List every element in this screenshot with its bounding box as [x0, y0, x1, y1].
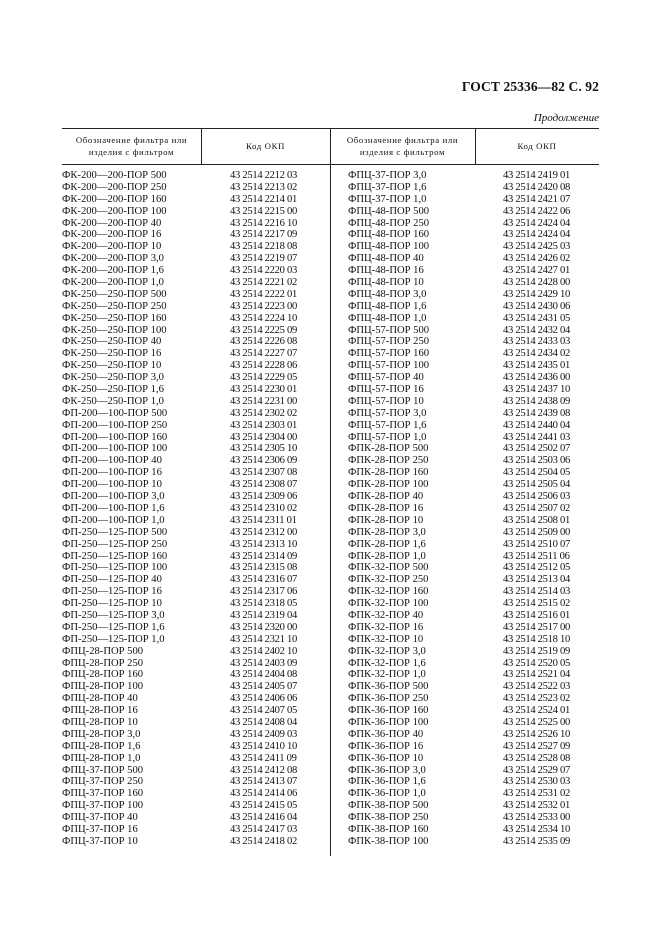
- filter-designation: ФПЦ-48-ПОР 100: [348, 241, 430, 253]
- okp-code: 43 2514 2523 02: [503, 693, 571, 705]
- okp-code: 43 2514 2416 04: [230, 812, 298, 824]
- okp-code: 43 2514 2227 07: [230, 348, 298, 360]
- filter-designation: ФПЦ-48-ПОР 500: [348, 205, 430, 217]
- filter-designation: ФП-200—100-ПОР 500: [62, 407, 168, 419]
- okp-code: 43 2514 2509 00: [503, 526, 571, 538]
- okp-code: 43 2514 2410 10: [230, 740, 298, 752]
- filter-designation: ФПК-38-ПОР 160: [348, 823, 429, 835]
- okp-code: 43 2514 2510 07: [503, 538, 571, 550]
- filter-designation: ФПЦ-37-ПОР 1,6: [348, 181, 427, 193]
- filter-designation: ФК-200—200-ПОР 40: [62, 217, 162, 229]
- filter-designation: ФПК-36-ПОР 250: [348, 693, 429, 705]
- okp-code: 43 2514 2432 04: [503, 324, 571, 336]
- filter-designation: ФПЦ-28-ПОР 160: [62, 669, 144, 681]
- filter-designation: ФП-200—100-ПОР 40: [62, 455, 162, 467]
- filter-designation: ФПЦ-37-ПОР 16: [62, 823, 138, 835]
- filter-designation: ФПЦ-28-ПОР 40: [62, 693, 138, 705]
- okp-code: 43 2514 2503 06: [503, 455, 571, 467]
- left-designation-column: [62, 170, 201, 848]
- okp-code: 43 2514 2433 03: [503, 336, 571, 348]
- header-code-left: Код ОКП: [245, 141, 286, 151]
- filter-designation: ФПК-28-ПОР 1,0: [348, 550, 426, 562]
- okp-code: 43 2514 2521 04: [503, 669, 571, 681]
- okp-code: 43 2514 2531 02: [503, 788, 571, 800]
- okp-code: 43 2514 2403 09: [230, 657, 298, 669]
- okp-code: 43 2514 2421 07: [503, 193, 571, 205]
- filter-designation: ФП-250—125-ПОР 10: [62, 598, 162, 610]
- header-designation-right: Обозначение фильтра или изделия с фильтром: [346, 135, 459, 157]
- filter-designation: ФП-250—125-ПОР 40: [62, 574, 162, 586]
- okp-code: 43 2514 2223 00: [230, 300, 298, 312]
- filter-designation: ФПК-32-ПОР 3,0: [348, 645, 426, 657]
- filter-designation: ФП-200—100-ПОР 10: [62, 479, 162, 491]
- filter-designation: ФПК-28-ПОР 10: [348, 514, 424, 526]
- okp-code: 43 2514 2522 03: [503, 681, 571, 693]
- filter-designation: ФПК-36-ПОР 16: [348, 740, 424, 752]
- filter-designation: ФК-250—250-ПОР 3,0: [62, 372, 164, 384]
- okp-code: 43 2514 2415 05: [230, 800, 298, 812]
- okp-code: 43 2514 2512 05: [503, 562, 571, 574]
- okp-code: 43 2514 2436 00: [503, 372, 571, 384]
- filter-designation: ФПК-32-ПОР 250: [348, 574, 429, 586]
- filter-designation: ФПК-28-ПОР 100: [348, 479, 429, 491]
- okp-code: 43 2514 2431 05: [503, 312, 571, 324]
- okp-code: 43 2514 2218 08: [230, 241, 298, 253]
- filter-designation: ФПЦ-48-ПОР 160: [348, 229, 430, 241]
- filter-designation: ФП-200—100-ПОР 100: [62, 443, 168, 455]
- okp-code: 43 2514 2422 06: [503, 205, 571, 217]
- okp-code: 43 2514 2318 05: [230, 598, 298, 610]
- filter-designation: ФПК-32-ПОР 160: [348, 586, 429, 598]
- filter-designation: ФПК-36-ПОР 1,0: [348, 788, 426, 800]
- filter-designation: ФК-200—200-ПОР 100: [62, 205, 167, 217]
- filter-designation: ФК-250—250-ПОР 100: [62, 324, 167, 336]
- filter-designation: ФК-250—250-ПОР 10: [62, 360, 162, 372]
- okp-code: 43 2514 2313 10: [230, 538, 298, 550]
- okp-code: 43 2514 2306 09: [230, 455, 298, 467]
- okp-code: 43 2514 2226 08: [230, 336, 298, 348]
- okp-code: 43 2514 2435 01: [503, 360, 571, 372]
- okp-code: 43 2514 2404 08: [230, 669, 298, 681]
- filter-designation: ФПК-38-ПОР 100: [348, 835, 429, 847]
- okp-code: 43 2514 2511 06: [503, 550, 570, 562]
- filter-designation: ФПК-38-ПОР 250: [348, 812, 429, 824]
- filter-designation: ФПЦ-57-ПОР 160: [348, 348, 430, 360]
- filter-designation: ФПЦ-37-ПОР 40: [62, 812, 138, 824]
- okp-code: 43 2514 2526 10: [503, 728, 571, 740]
- okp-code: 43 2514 2417 03: [230, 823, 298, 835]
- column-group-divider: [330, 128, 331, 856]
- filter-designation: ФПК-28-ПОР 1,6: [348, 538, 426, 550]
- filter-designation: ФПК-28-ПОР 16: [348, 502, 424, 514]
- okp-code: 43 2514 2504 05: [503, 467, 571, 479]
- filter-designation: ФК-200—200-ПОР 3,0: [62, 253, 164, 265]
- filter-designation: ФП-250—125-ПОР 500: [62, 526, 168, 538]
- filter-designation: ФПЦ-57-ПОР 16: [348, 384, 424, 396]
- okp-code: 43 2514 2434 02: [503, 348, 571, 360]
- okp-code: 43 2514 2532 01: [503, 800, 571, 812]
- filter-designation: ФПЦ-37-ПОР 1,0: [348, 193, 427, 205]
- filter-designation: ФПЦ-37-ПОР 100: [62, 800, 144, 812]
- okp-code: 43 2514 2516 01: [503, 609, 571, 621]
- left-code-column: [230, 170, 330, 848]
- okp-code: 43 2514 2405 07: [230, 681, 298, 693]
- okp-code: 43 2514 2305 10: [230, 443, 298, 455]
- filter-designation: ФПК-32-ПОР 40: [348, 609, 424, 621]
- page-header: ГОСТ 25336—82 С. 92: [461, 79, 599, 94]
- okp-code: 43 2514 2312 00: [230, 526, 298, 538]
- okp-code: 43 2514 2213 02: [230, 181, 298, 193]
- okp-code: 43 2514 2214 01: [230, 193, 298, 205]
- filter-designation: ФП-200—100-ПОР 3,0: [62, 491, 165, 503]
- okp-code: 43 2514 2524 01: [503, 705, 571, 717]
- filter-designation: ФПК-36-ПОР 3,0: [348, 764, 426, 776]
- okp-code: 43 2514 2430 06: [503, 300, 571, 312]
- filter-designation: ФПК-28-ПОР 40: [348, 491, 424, 503]
- filter-designation: ФПК-32-ПОР 1,6: [348, 657, 426, 669]
- okp-code: 43 2514 2224 10: [230, 312, 298, 324]
- okp-code: 43 2514 2425 03: [503, 241, 571, 253]
- okp-code: 43 2514 2518 10: [503, 633, 571, 645]
- filter-designation: ФК-200—200-ПОР 1,0: [62, 277, 164, 289]
- okp-code: 43 2514 2517 00: [503, 621, 571, 633]
- filter-designation: ФПЦ-57-ПОР 1,0: [348, 431, 427, 443]
- filter-designation: ФП-250—125-ПОР 3,0: [62, 609, 165, 621]
- filter-designation: ФПЦ-48-ПОР 16: [348, 265, 424, 277]
- okp-code: 43 2514 2309 06: [230, 491, 298, 503]
- filter-designation: ФП-200—100-ПОР 1,0: [62, 514, 165, 526]
- okp-code: 43 2514 2221 02: [230, 277, 298, 289]
- filter-designation: ФК-250—250-ПОР 40: [62, 336, 162, 348]
- okp-code: 43 2514 2317 06: [230, 586, 298, 598]
- okp-code: 43 2514 2314 09: [230, 550, 298, 562]
- okp-code: 43 2514 2426 02: [503, 253, 571, 265]
- okp-code: 43 2514 2402 10: [230, 645, 298, 657]
- okp-code: 43 2514 2311 01: [230, 514, 297, 526]
- filter-designation: ФК-250—250-ПОР 1,6: [62, 384, 164, 396]
- okp-code: 43 2514 2519 09: [503, 645, 571, 657]
- okp-code: 43 2514 2412 08: [230, 764, 298, 776]
- filter-designation: ФПК-28-ПОР 500: [348, 443, 429, 455]
- okp-code: 43 2514 2502 07: [503, 443, 571, 455]
- filter-designation: ФПК-32-ПОР 16: [348, 621, 424, 633]
- filter-designation: ФПЦ-57-ПОР 1,6: [348, 419, 427, 431]
- filter-designation: ФПЦ-48-ПОР 1,6: [348, 300, 427, 312]
- okp-code: 43 2514 2429 10: [503, 288, 571, 300]
- filter-designation: ФПК-32-ПОР 500: [348, 562, 429, 574]
- okp-code: 43 2514 2527 09: [503, 740, 571, 752]
- okp-code: 43 2514 2411 09: [230, 752, 297, 764]
- filter-designation: ФПЦ-28-ПОР 500: [62, 645, 144, 657]
- filter-designation: ФК-200—200-ПОР 250: [62, 181, 167, 193]
- filter-designation: ФП-200—100-ПОР 160: [62, 431, 168, 443]
- filter-designation: ФПК-32-ПОР 100: [348, 598, 429, 610]
- filter-designation: ФПЦ-37-ПОР 3,0: [348, 170, 427, 181]
- filter-designation: ФПК-28-ПОР 250: [348, 455, 429, 467]
- okp-code: 43 2514 2439 08: [503, 407, 571, 419]
- okp-code: 43 2514 2520 05: [503, 657, 571, 669]
- okp-code: 43 2514 2530 03: [503, 776, 571, 788]
- right-designation-column: [348, 170, 475, 848]
- filter-designation: ФП-250—125-ПОР 1,0: [62, 633, 165, 645]
- okp-code: 43 2514 2515 02: [503, 598, 571, 610]
- filter-designation: ФПЦ-37-ПОР 250: [62, 776, 144, 788]
- filter-designation: ФПЦ-28-ПОР 10: [62, 716, 138, 728]
- filter-designation: ФПЦ-48-ПОР 40: [348, 253, 424, 265]
- filter-designation: ФПК-32-ПОР 10: [348, 633, 424, 645]
- filter-designation: ФПК-36-ПОР 1,6: [348, 776, 426, 788]
- filter-designation: ФПЦ-57-ПОР 250: [348, 336, 430, 348]
- okp-code: 43 2514 2216 10: [230, 217, 298, 229]
- okp-code: 43 2514 2321 10: [230, 633, 298, 645]
- okp-code: 43 2514 2428 00: [503, 277, 571, 289]
- okp-code: 43 2514 2513 04: [503, 574, 571, 586]
- okp-code: 43 2514 2310 02: [230, 502, 298, 514]
- okp-code: 43 2514 2215 00: [230, 205, 298, 217]
- filter-designation: ФПК-28-ПОР 3,0: [348, 526, 426, 538]
- filter-designation: ФК-200—200-ПОР 10: [62, 241, 162, 253]
- filter-designation: ФПК-36-ПОР 10: [348, 752, 424, 764]
- okp-code: 43 2514 2320 00: [230, 621, 298, 633]
- filter-designation: ФПЦ-28-ПОР 250: [62, 657, 144, 669]
- filter-designation: ФК-200—200-ПОР 160: [62, 193, 167, 205]
- okp-code: 43 2514 2424 04: [503, 217, 571, 229]
- okp-code: 43 2514 2529 07: [503, 764, 571, 776]
- okp-code: 43 2514 2535 09: [503, 835, 571, 847]
- okp-code: 43 2514 2408 04: [230, 716, 298, 728]
- okp-code: 43 2514 2222 01: [230, 288, 298, 300]
- filter-designation: ФПЦ-48-ПОР 3,0: [348, 288, 427, 300]
- filter-designation: ФП-200—100-ПОР 1,6: [62, 502, 165, 514]
- filter-code-table: [62, 128, 599, 856]
- okp-code: 43 2514 2508 01: [503, 514, 571, 526]
- okp-code: 43 2514 2319 04: [230, 609, 298, 621]
- filter-designation: ФПЦ-57-ПОР 100: [348, 360, 430, 372]
- okp-code: 43 2514 2506 03: [503, 491, 571, 503]
- okp-code: 43 2514 2438 09: [503, 395, 571, 407]
- filter-designation: ФПК-36-ПОР 160: [348, 705, 429, 717]
- okp-code: 43 2514 2229 05: [230, 372, 298, 384]
- filter-designation: ФПЦ-48-ПОР 10: [348, 277, 424, 289]
- okp-code: 43 2514 2534 10: [503, 823, 571, 835]
- filter-designation: ФПК-36-ПОР 100: [348, 716, 429, 728]
- filter-designation: ФПК-36-ПОР 40: [348, 728, 424, 740]
- filter-designation: ФПЦ-37-ПОР 160: [62, 788, 144, 800]
- filter-designation: ФПК-38-ПОР 500: [348, 800, 429, 812]
- okp-code: 43 2514 2525 00: [503, 716, 571, 728]
- filter-designation: ФПЦ-28-ПОР 16: [62, 705, 138, 717]
- filter-designation: ФПЦ-57-ПОР 500: [348, 324, 430, 336]
- filter-designation: ФК-200—200-ПОР 500: [62, 170, 167, 181]
- filter-designation: ФПК-28-ПОР 160: [348, 467, 429, 479]
- filter-designation: ФПЦ-28-ПОР 1,0: [62, 752, 141, 764]
- okp-code: 43 2514 2427 01: [503, 265, 571, 277]
- filter-designation: ФК-200—200-ПОР 1,6: [62, 265, 164, 277]
- okp-code: 43 2514 2219 07: [230, 253, 298, 265]
- filter-designation: ФК-250—250-ПОР 250: [62, 300, 167, 312]
- okp-code: 43 2514 2225 09: [230, 324, 298, 336]
- okp-code: 43 2514 2413 07: [230, 776, 298, 788]
- okp-code: 43 2514 2406 06: [230, 693, 298, 705]
- filter-designation: ФПЦ-48-ПОР 250: [348, 217, 430, 229]
- okp-code: 43 2514 2303 01: [230, 419, 298, 431]
- filter-designation: ФПЦ-48-ПОР 1,0: [348, 312, 427, 324]
- filter-designation: ФП-250—125-ПОР 100: [62, 562, 168, 574]
- okp-code: 43 2514 2419 01: [503, 170, 571, 181]
- okp-code: 43 2514 2212 03: [230, 170, 298, 181]
- okp-code: 43 2514 2220 03: [230, 265, 298, 277]
- filter-designation: ФПЦ-57-ПОР 40: [348, 372, 424, 384]
- okp-code: 43 2514 2407 05: [230, 705, 298, 717]
- filter-designation: ФПЦ-37-ПОР 10: [62, 835, 138, 847]
- filter-designation: ФК-250—250-ПОР 160: [62, 312, 167, 324]
- header-designation-left: Обозначение фильтра или изделия с фильтром: [75, 135, 188, 157]
- filter-designation: ФК-250—250-ПОР 16: [62, 348, 162, 360]
- filter-designation: ФПЦ-28-ПОР 100: [62, 681, 144, 693]
- continuation-label: Продолжение: [533, 112, 599, 124]
- okp-code: 43 2514 2505 04: [503, 479, 571, 491]
- filter-designation: ФП-250—125-ПОР 16: [62, 586, 162, 598]
- filter-designation: ФП-200—100-ПОР 250: [62, 419, 168, 431]
- filter-designation: ФК-200—200-ПОР 16: [62, 229, 162, 241]
- okp-code: 43 2514 2316 07: [230, 574, 298, 586]
- okp-code: 43 2514 2420 08: [503, 181, 571, 193]
- okp-code: 43 2514 2228 06: [230, 360, 298, 372]
- header-code-right: Код ОКП: [517, 141, 557, 151]
- okp-code: 43 2514 2528 08: [503, 752, 571, 764]
- okp-code: 43 2514 2507 02: [503, 502, 571, 514]
- okp-code: 43 2514 2441 03: [503, 431, 571, 443]
- okp-code: 43 2514 2437 10: [503, 384, 571, 396]
- okp-code: 43 2514 2230 01: [230, 384, 298, 396]
- okp-code: 43 2514 2308 07: [230, 479, 298, 491]
- filter-designation: ФПЦ-57-ПОР 10: [348, 395, 424, 407]
- filter-designation: ФПЦ-28-ПОР 1,6: [62, 740, 141, 752]
- okp-code: 43 2514 2304 00: [230, 431, 298, 443]
- filter-designation: ФПЦ-28-ПОР 3,0: [62, 728, 141, 740]
- filter-designation: ФК-250—250-ПОР 1,0: [62, 395, 164, 407]
- okp-code: 43 2514 2533 00: [503, 812, 571, 824]
- okp-code: 43 2514 2315 08: [230, 562, 298, 574]
- filter-designation: ФК-250—250-ПОР 500: [62, 288, 167, 300]
- filter-designation: ФП-250—125-ПОР 250: [62, 538, 168, 550]
- okp-code: 43 2514 2231 00: [230, 395, 298, 407]
- filter-designation: ФП-250—125-ПОР 160: [62, 550, 168, 562]
- filter-designation: ФП-200—100-ПОР 16: [62, 467, 162, 479]
- filter-designation: ФПЦ-37-ПОР 500: [62, 764, 144, 776]
- right-code-column: [503, 170, 599, 848]
- filter-designation: ФПЦ-57-ПОР 3,0: [348, 407, 427, 419]
- okp-code: 43 2514 2307 08: [230, 467, 298, 479]
- okp-code: 43 2514 2418 02: [230, 835, 298, 847]
- filter-designation: ФПК-36-ПОР 500: [348, 681, 429, 693]
- filter-designation: ФП-250—125-ПОР 1,6: [62, 621, 165, 633]
- okp-code: 43 2514 2409 03: [230, 728, 298, 740]
- okp-code: 43 2514 2302 02: [230, 407, 298, 419]
- okp-code: 43 2514 2424 04: [503, 229, 571, 241]
- okp-code: 43 2514 2414 06: [230, 788, 298, 800]
- okp-code: 43 2514 2440 04: [503, 419, 571, 431]
- okp-code: 43 2514 2514 03: [503, 586, 571, 598]
- okp-code: 43 2514 2217 09: [230, 229, 298, 241]
- filter-designation: ФПК-32-ПОР 1,0: [348, 669, 426, 681]
